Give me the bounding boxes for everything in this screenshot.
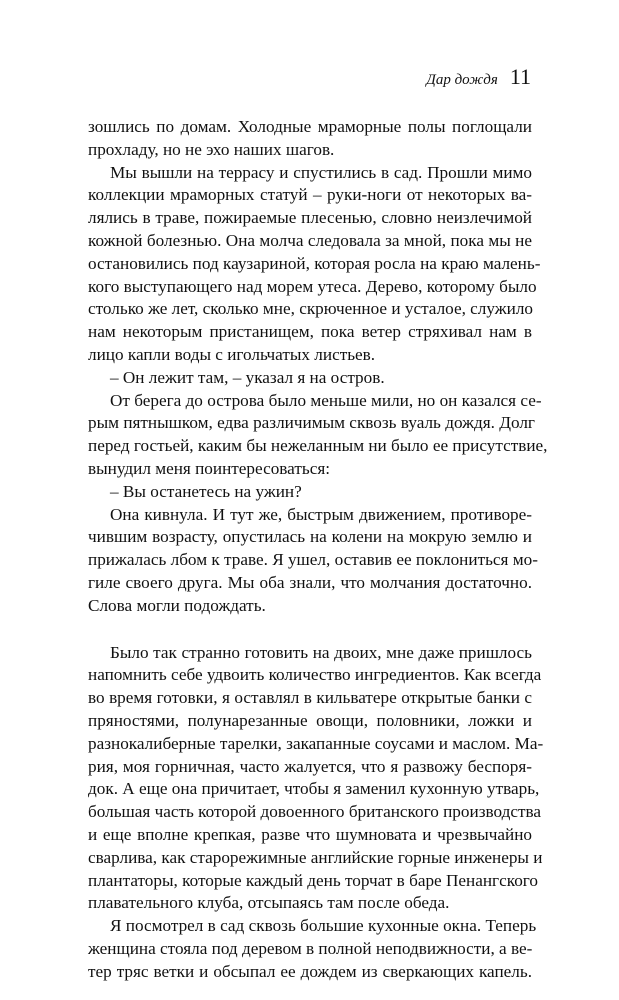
- text-line: столько же лет, сколько мне, скрюченное и усталое, служило: [88, 299, 533, 319]
- text-line: перед гостьей, каким бы нежеланным ни было ее присутствие,: [88, 436, 548, 456]
- text-line: напомнить себе удвоить количество ингредиентов. Как всегда: [88, 665, 542, 685]
- page-number: 11: [509, 64, 531, 89]
- text-line: Она кивнула. И тут же, быстрым движением, противоре-: [110, 504, 532, 524]
- running-head: [426, 64, 531, 90]
- text-line: док. А еще она причитает, чтобы я заменил кухонную утварь,: [88, 779, 540, 799]
- text-line: прохладу, но не эхо наших шагов.: [88, 139, 335, 159]
- text-line: пряностями, полунарезанные овощи, половники, ложки и: [88, 710, 532, 730]
- text-line: От берега до острова было меньше мили, но он казался се-: [110, 390, 542, 410]
- text-line: тер тряс ветки и обсыпал ее дождем из сверкающих капель.: [88, 961, 532, 981]
- text-line: остановились под каузариной, которая росла на краю малень-: [88, 253, 541, 273]
- text-line: Слова могли подождать.: [88, 595, 266, 615]
- text-line: гиле своего друга. Мы оба знали, что молчания достаточно.: [88, 572, 532, 592]
- text-line: коллекции мраморных статуй – руки-ноги от некоторых ва-: [88, 185, 532, 205]
- text-line: рия, моя горничная, часто жалуется, что я развожу беспоря-: [88, 756, 532, 776]
- text-line: во время готовки, я оставлял в кильватере открытые банки с: [88, 688, 532, 708]
- text-line: кожной болезнью. Она молча следовала за мной, пока мы не: [88, 230, 532, 250]
- text-line: прижалась лбом к траве. Я ушел, оставив ее поклониться мо-: [88, 550, 538, 570]
- text-line: разнокалиберные тарелки, закапанные соусами и маслом. Ма-: [88, 733, 544, 753]
- text-line: женщина стояла под деревом в полной неподвижности, а ве-: [88, 938, 533, 958]
- text-line: – Вы останетесь на ужин?: [110, 481, 302, 501]
- text-line: рым пятнышком, едва различимым сквозь вуаль дождя. Долг: [88, 413, 535, 433]
- text-line: зошлись по домам. Холодные мраморные полы поглощали: [88, 117, 532, 136]
- text-line: Я посмотрел в сад сквозь большие кухонные окна. Теперь: [110, 916, 537, 936]
- text-line: и еще вполне крепкая, разве что шумновата и чрезвычайно: [88, 824, 532, 844]
- text-line: Мы вышли на террасу и спустились в сад. Прошли мимо: [110, 162, 532, 182]
- running-title: Дар дождя: [426, 72, 498, 88]
- text-line: нам некоторым пристанищем, пока ветер стряхивал нам в: [88, 322, 532, 342]
- text-line: кого выступающего над морем утеса. Дерево, которому было: [88, 276, 537, 296]
- text-line: – Он лежит там, – указал я на остров.: [110, 367, 385, 387]
- text-line: чившим возрасту, опустилась на колени на мокрую землю и: [88, 527, 532, 547]
- text-line: лялись в траве, пожираемые плесенью, словно неизлечимой: [88, 208, 532, 228]
- text-line: большая часть которой довоенного британского производства: [88, 802, 541, 822]
- text-line: плавательного клуба, отсыпаясь там после обеда.: [88, 893, 450, 913]
- text-line: сварлива, как старорежимные английские горные инженеры и: [88, 847, 543, 867]
- text-line: лицо капли воды с игольчатых листьев.: [88, 344, 376, 364]
- body-text: [88, 116, 548, 983]
- section-break: [88, 618, 532, 642]
- text-line: вынудил меня поинтересоваться:: [88, 458, 331, 478]
- text-line: плантаторы, которые каждый день торчат в баре Пенангского: [88, 870, 539, 890]
- text-line: Было так странно готовить на двоих, мне даже пришлось: [110, 642, 532, 662]
